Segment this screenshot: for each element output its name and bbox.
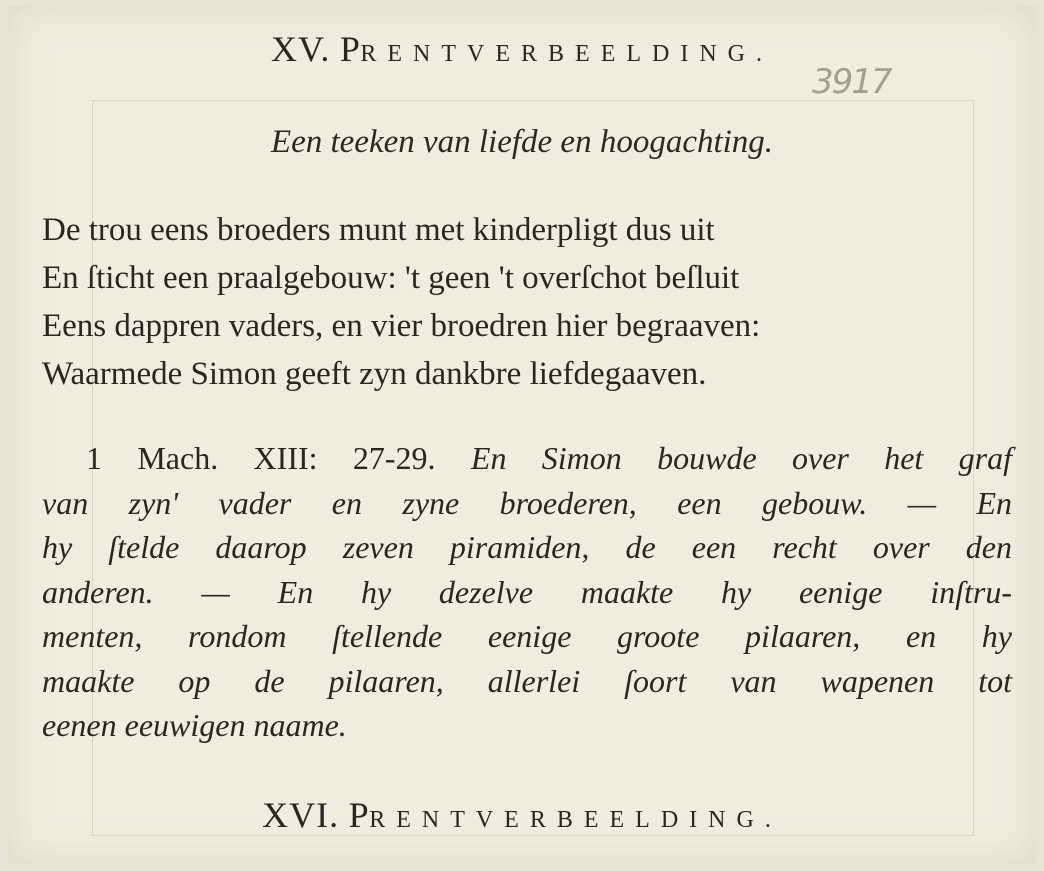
citation-line bbox=[42, 570, 1012, 615]
section-heading-bottom bbox=[0, 794, 1044, 836]
citation-line bbox=[42, 481, 1012, 526]
citation-reference: 1 Mach. XIII: 27-29. bbox=[86, 440, 436, 476]
citation-line bbox=[42, 703, 1012, 748]
heading-top-initial: P bbox=[339, 29, 361, 69]
citation-text: maakte op de pilaaren, allerlei ſoort van wapenen tot bbox=[42, 662, 1012, 699]
heading-bottom-rest: RENTVERBEELDING. bbox=[369, 807, 782, 833]
citation-text: anderen. — En hy dezelve maakte hy eenige inſtru- bbox=[42, 573, 1012, 610]
heading-top-rest: RENTVERBEELDING. bbox=[360, 41, 774, 67]
subtitle: Een teeken van liefde en hoogachting. bbox=[270, 124, 774, 160]
scripture-citation bbox=[42, 436, 1012, 748]
verse-line: De trou eens broeders munt met kinderpligt dus uit bbox=[42, 212, 715, 248]
verse-line: Eens dappren vaders, en vier broedren hier begraaven: bbox=[42, 308, 761, 344]
heading-bottom-initial: P bbox=[348, 795, 370, 835]
citation-line bbox=[42, 436, 1012, 481]
heading-top-numeral: XV. bbox=[270, 29, 331, 69]
pencil-annotation: 3917 bbox=[812, 62, 891, 102]
citation-text: eenen eeuwigen naame. bbox=[42, 707, 347, 743]
citation-line bbox=[42, 614, 1012, 659]
citation-line bbox=[42, 659, 1012, 704]
verse-block bbox=[42, 206, 760, 398]
heading-bottom-numeral: XVI. bbox=[262, 795, 340, 835]
citation-line bbox=[42, 525, 1012, 570]
citation-text: menten, rondom ſtellende eenige groote pilaaren, en hy bbox=[42, 618, 1012, 654]
citation-text: van zyn' vader en zyne broederen, een gebouw. — En bbox=[42, 484, 1012, 521]
citation-text: hy ſtelde daarop zeven piramiden, de een recht over den bbox=[42, 529, 1012, 565]
citation-text: En Simon bouwde over het graf bbox=[470, 440, 1013, 476]
verse-line: Waarmede Simon geeft zyn dankbre liefdegaaven. bbox=[42, 356, 707, 392]
verse-line: En ſticht een praalgebouw: 't geen 't overſchot beſluit bbox=[42, 260, 740, 296]
